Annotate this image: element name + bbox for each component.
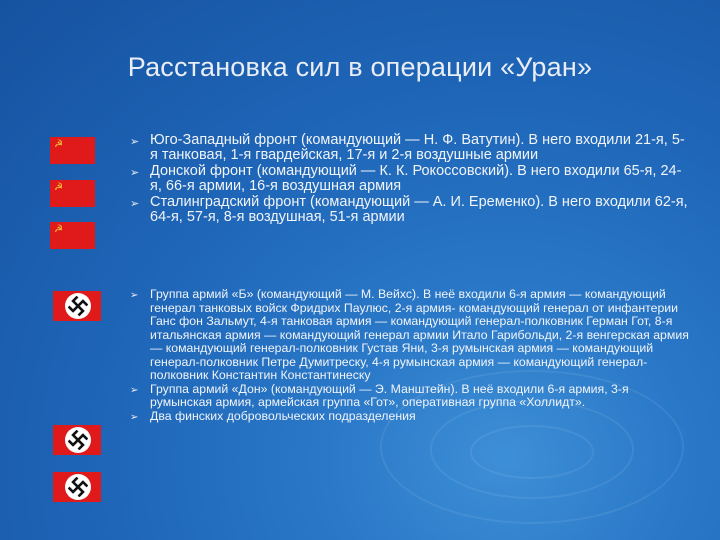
arrowhead-bullet-icon: ➢ bbox=[130, 197, 140, 210]
arrowhead-bullet-icon: ➢ bbox=[130, 384, 139, 396]
axis-force-text: Группа армий «Б» (командующий — М. Вейхс). В неё входили 6-я армия — командующий генерал танковых войск Фридрих Паулюс, 2-я армия- командующий генерал от инфантерии Ганс фон Зальмут, 4-я танковая армия — командующий генерал-полковник Герман Гот, 8-я итальянская армия — командующий генерал армии Итало Гарибольди, 2-я венгерская армия — командующий генерал-полковник Густав Яни, 3-я румынская армия — командующий генерал-полковник Петре Думитреску, 4-я румынская армия — командующий генерал-полковник Константин Константинеску bbox=[150, 287, 689, 382]
list-item bbox=[130, 164, 690, 194]
soviet-front-text: Сталинградский фронт (командующий — А. И. Еременко). В него входили 62-я, 64-я, 57-я, 8-я воздушная, 51-я армии bbox=[150, 194, 688, 225]
soviet-front-text: Юго-Западный фронт (командующий — Н. Ф. Ватутин). В него входили 21-я, 5-я танковая, 1-я гвардейская, 17-я и 2-я воздушные армии bbox=[150, 132, 685, 163]
list-item bbox=[130, 195, 690, 225]
arrowhead-bullet-icon: ➢ bbox=[130, 411, 139, 423]
swastika-flag-icon bbox=[53, 291, 101, 321]
axis-force-text: Два финских добровольческих подразделения bbox=[150, 408, 416, 423]
list-item bbox=[130, 288, 690, 383]
soviet-fronts-list bbox=[130, 133, 690, 225]
hammer-sickle-icon: ☭ bbox=[54, 182, 63, 193]
swastika-flag-icon bbox=[53, 425, 101, 455]
swastika-flag-icon bbox=[53, 472, 101, 502]
soviet-flag-icon bbox=[50, 180, 95, 207]
hammer-sickle-icon: ☭ bbox=[54, 139, 63, 150]
hammer-sickle-icon: ☭ bbox=[54, 224, 63, 235]
background-ripple bbox=[470, 425, 594, 479]
soviet-flag-icon bbox=[50, 137, 95, 164]
list-item bbox=[130, 383, 690, 410]
axis-forces-list bbox=[130, 288, 690, 423]
arrowhead-bullet-icon: ➢ bbox=[130, 166, 140, 179]
axis-force-text: Группа армий «Дон» (командующий — Э. Манштейн). В неё входили 6-я армия, 3-я румынская армия, армейская группа «Гот», оперативная группа «Холлидт». bbox=[150, 381, 629, 409]
soviet-flag-icon bbox=[50, 222, 95, 249]
arrowhead-bullet-icon: ➢ bbox=[130, 135, 140, 148]
slide-title: Расстановка сил в операции «Уран» bbox=[127, 52, 593, 82]
list-item bbox=[130, 410, 690, 424]
list-item bbox=[130, 133, 690, 163]
arrowhead-bullet-icon: ➢ bbox=[130, 290, 139, 301]
soviet-front-text: Донской фронт (командующий — К. К. Рокоссовский). В него входили 65-я, 24-я, 66-я армии, 16-я воздушная армия bbox=[150, 163, 682, 194]
